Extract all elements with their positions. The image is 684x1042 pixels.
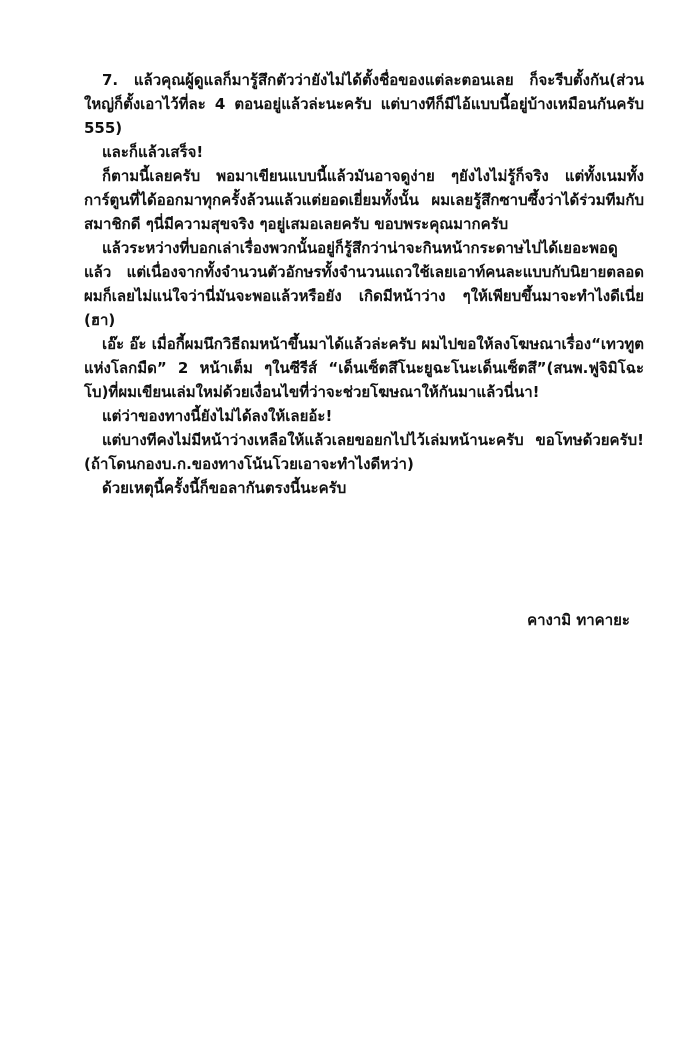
paragraph-1: 7. แล้วคุณผู้ดูแลก็มารู้สึกตัวว่ายังไม่ได้ตั้งชื่อของแต่ละตอนเลย ก็จะรีบตั้งกัน(ส่วนใหญ่ก็ตั้งเอาไว้ที่ละ 4 ตอนอยู่แล้วล่ะนะครับ แต่บางทีก็มีไอ้แบบนี้อยู่บ้างเหมือนกันครับ 555) [84, 71, 644, 137]
paragraph-7: แต่บางทีคงไม่มีหน้าว่างเหลือให้แล้วเลยขอยกไปไว้เล่มหน้านะครับ ขอโทษด้วยครับ! (ถ้าโดนกองบ.ก.ของทางโน้นโวยเอาจะทำไงดีหว่า) [84, 431, 644, 473]
paragraph-8: ด้วยเหตุนี้ครั้งนี้ก็ขอลากันตรงนี้นะครับ [102, 479, 347, 497]
author-signature: คางามิ ทาคายะ [527, 611, 630, 629]
body-text [84, 68, 644, 500]
paragraph-6: แต่ว่าของทางนี้ยังไม่ได้ลงให้เลยอ้ะ! [102, 407, 333, 425]
paragraph-4: แล้วระหว่างที่บอกเล่าเรื่องพวกนั้นอยู่ก็รู้สึกว่าน่าจะกินหน้ากระดาษไปได้เยอะพอดูแล้ว แต่เนื่องจากทั้งจำนวนตัวอักษรทั้งจำนวนแถวใช้เลยเอาท์คนละแบบกับนิยายตลอดผมก็เลยไม่แน่ใจว่านี่มันจะพอแล้วหรือยัง เกิดมีหน้าว่าง ๆให้เพียบขึ้นมาจะทำไงดีเนี่ย (ฮา) [84, 239, 644, 329]
paragraph-5: เอ๊ะ อ๊ะ เมื่อกี้ผมนึกวิธีถมหน้าขึ้นมาได้แล้วล่ะครับ ผมไปขอให้ลงโฆษณาเรื่อง“เทวทูตแห่งโลกมืด” 2 หน้าเต็ม ๆในซีรีส์ “เด็นเซ็ตสึโนะยูฉะโนะเด็นเซ็ตสึ”(สนพ.ฟูจิมิโฉะโบ)ที่ผมเขียนเล่มใหม่ด้วยเงื่อนไขที่ว่าจะช่วยโฆษณาให้กันมาแล้วนี่นา! [84, 335, 644, 401]
paragraph-3: ก็ตามนี้เลยครับ พอมาเขียนแบบนี้แล้วมันอาจดูง่าย ๆยังไงไม่รู้ก็จริง แต่ทั้งเนมทั้งการ์ตูนที่ได้ออกมาทุกครั้งล้วนแล้วแต่ยอดเยี่ยมทั้งนั้น ผมเลยรู้สึกซาบซึ้งว่าได้ร่วมทีมกับสมาชิกดี ๆนี่มีความสุขจริง ๆอยู่เสมอเลยครับ ขอบพระคุณมากครับ [84, 167, 644, 233]
paragraph-2: และก็แล้วเสร็จ! [102, 143, 204, 161]
